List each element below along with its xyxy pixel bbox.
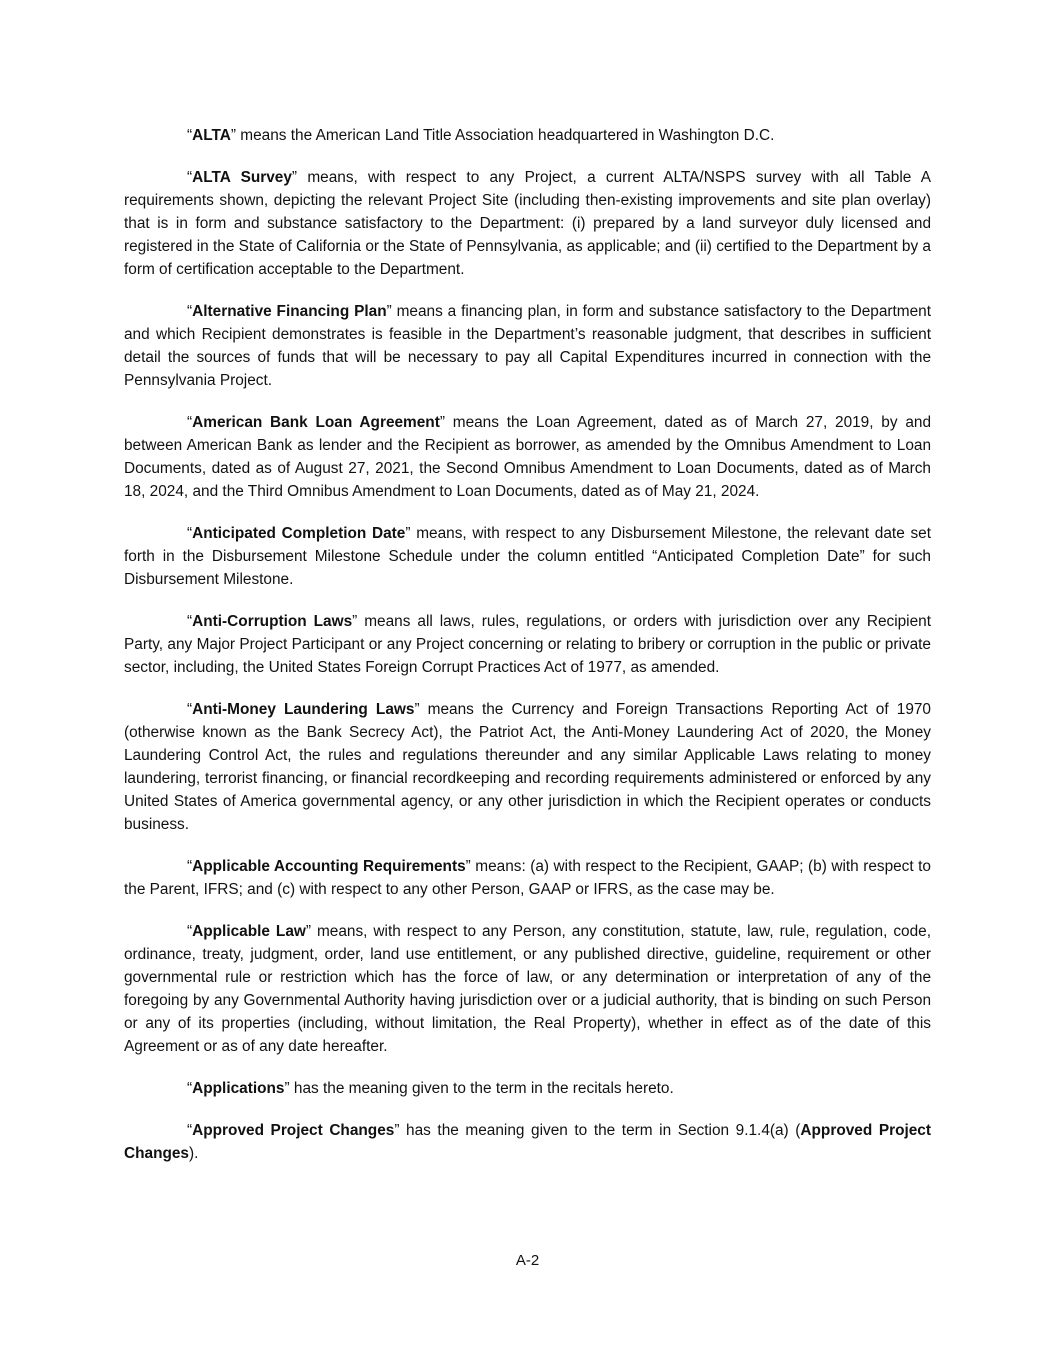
- definition-paragraph: [124, 522, 931, 591]
- defined-term: Applicable Law: [192, 923, 306, 940]
- open-quote: “: [187, 414, 193, 431]
- defined-term: Anti-Corruption Laws: [192, 613, 353, 630]
- defined-term: American Bank Loan Agreement: [192, 414, 440, 431]
- definition-text: ” has the meaning given to the term in the recitals hereto.: [284, 1080, 674, 1097]
- open-quote: “: [187, 303, 193, 320]
- definition-text: ” has the meaning given to the term in Section 9.1.4(a) (: [394, 1122, 801, 1139]
- definition-paragraph: [124, 855, 931, 901]
- definition-paragraph: [124, 124, 931, 147]
- open-quote: “: [187, 613, 193, 630]
- definition-paragraph: [124, 698, 931, 836]
- definition-paragraph: [124, 300, 931, 392]
- defined-term: Applications: [192, 1080, 285, 1097]
- section-reference: Approved Project Changes: [124, 1122, 931, 1162]
- definition-paragraph: [124, 610, 931, 679]
- definition-text: ” means, with respect to any Person, any constitution, statute, law, rule, regulation, code, ordinance, treaty, judgment, order, land use entitlement, or any published directive, guideline, requirement or other governmental rule or restriction which has the force of law, or any determination or interpretation of any of the foregoing by any Governmental Authority having jurisdiction over or a judicial authority, that is binding on such Person or any of its properties (including, without limitation, the Real Property), whether in effect as of the date of this Agreement or as of any date hereafter.: [124, 923, 931, 1055]
- definition-text: ” means, with respect to any Disbursement Milestone, the relevant date set forth in the Disbursement Milestone Schedule under the column entitled “Anticipated Completion Date” for such Disbursement Milestone.: [124, 525, 931, 588]
- definition-text: ” means, with respect to any Project, a current ALTA/NSPS survey with all Table A requirements shown, depicting the relevant Project Site (including then-existing improvements and site plan overlay) that is in form and substance satisfactory to the Department: (i) prepared by a land surveyor duly licensed and registered in the State of California or the State of Pennsylvania, as applicable; and (ii) certified to the Department by a form of certification acceptable to the Department.: [124, 169, 931, 278]
- definition-paragraph: [124, 166, 931, 281]
- defined-term: Applicable Accounting Requirements: [192, 858, 466, 875]
- closing-text: ).: [189, 1145, 199, 1162]
- definition-text: ” means the American Land Title Association headquartered in Washington D.C.: [230, 127, 775, 144]
- open-quote: “: [187, 127, 193, 144]
- defined-term: ALTA: [192, 127, 231, 144]
- open-quote: “: [187, 923, 193, 940]
- definition-paragraph: [124, 411, 931, 503]
- definition-text: ” means: (a) with respect to the Recipient, GAAP; (b) with respect to the Parent, IFRS; and (c) with respect to any other Person, GAAP or IFRS, as the case may be.: [124, 858, 931, 898]
- page-number: A-2: [515, 1252, 540, 1269]
- open-quote: “: [187, 701, 193, 718]
- definition-paragraph: [124, 920, 931, 1058]
- definition-text: ” means all laws, rules, regulations, or orders with jurisdiction over any Recipient Party, any Major Project Participant or any Project concerning or relating to bribery or corruption in the public or private sector, including, the United States Foreign Corrupt Practices Act of 1977, as amended.: [124, 613, 931, 676]
- defined-term: Alternative Financing Plan: [192, 303, 387, 320]
- definition-text: ” means the Currency and Foreign Transactions Reporting Act of 1970 (otherwise known as the Bank Secrecy Act), the Patriot Act, the Anti-Money Laundering Act of 2020, the Money Laundering Control Act, the rules and regulations thereunder and any similar Applicable Laws relating to money laundering, terrorist financing, or financial recordkeeping and recording requirements administered or enforced by any United States of America governmental agency, or any other jurisdiction in which the Recipient operates or conducts business.: [124, 701, 931, 833]
- defined-term: ALTA Survey: [192, 169, 292, 186]
- definition-paragraph: [124, 1077, 931, 1100]
- open-quote: “: [187, 1122, 193, 1139]
- open-quote: “: [187, 169, 193, 186]
- defined-term: Anti-Money Laundering Laws: [192, 701, 415, 718]
- open-quote: “: [187, 1080, 193, 1097]
- open-quote: “: [187, 858, 193, 875]
- definition-text: ” means a financing plan, in form and substance satisfactory to the Department and which Recipient demonstrates is feasible in the Department’s reasonable judgment, that describes in sufficient detail the sources of funds that will be necessary to pay all Capital Expenditures incurred in connection with the Pennsylvania Project.: [124, 303, 931, 389]
- open-quote: “: [187, 525, 193, 542]
- defined-term: Anticipated Completion Date: [192, 525, 406, 542]
- definition-paragraph: [124, 1119, 931, 1165]
- document-page: [124, 124, 931, 1184]
- defined-term: Approved Project Changes: [192, 1122, 395, 1139]
- definition-text: ” means the Loan Agreement, dated as of March 27, 2019, by and between American Bank as lender and the Recipient as borrower, as amended by the Omnibus Amendment to Loan Documents, dated as of August 27, 2021, the Second Omnibus Amendment to Loan Documents, dated as of March 18, 2024, and the Third Omnibus Amendment to Loan Documents, dated as of May 21, 2024.: [124, 414, 932, 500]
